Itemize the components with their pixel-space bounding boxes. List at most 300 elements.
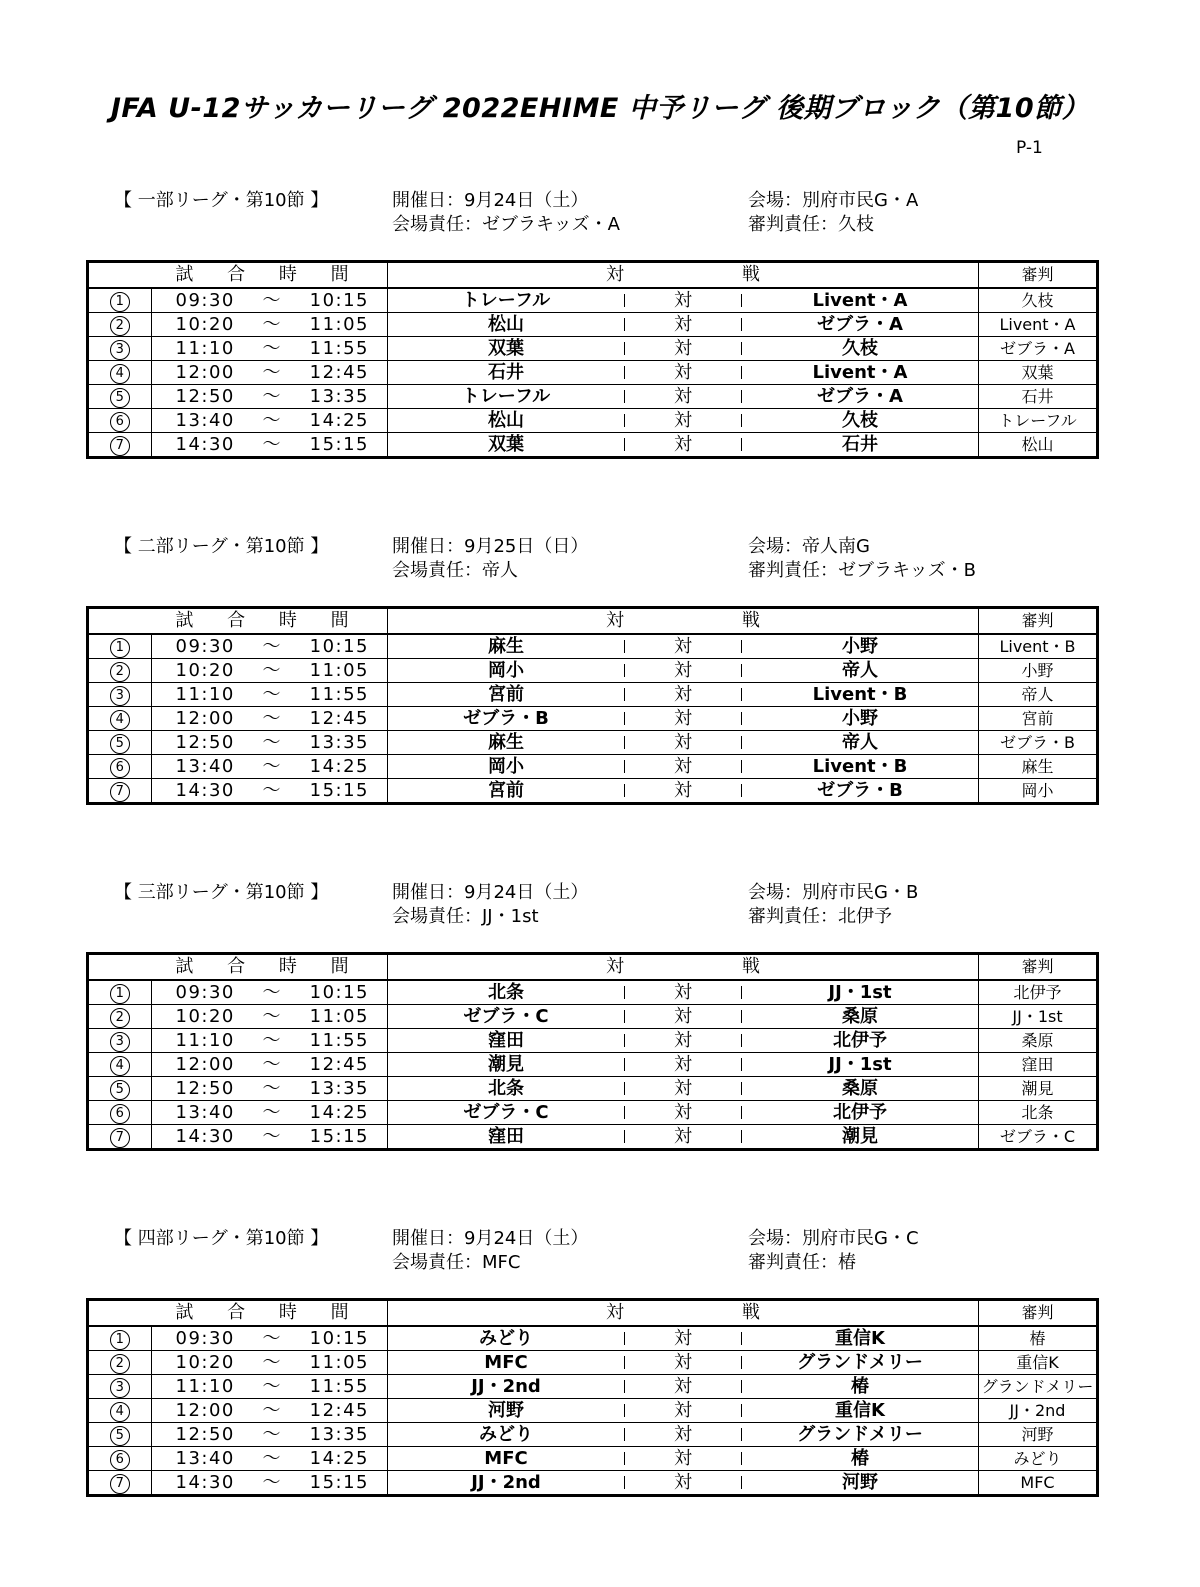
league-name: 【 四部リーグ・第10節 】 [114,1228,329,1249]
vs-label: 対 [674,683,692,705]
start-time: 13:40 [175,1447,235,1469]
table-row [88,433,1098,458]
match-number: 7 [88,433,152,458]
match-number: 4 [88,1053,152,1077]
vs-cell [624,1125,742,1150]
venue: 会場：帝人南G [748,536,870,557]
vs-cell [624,1351,742,1375]
referee-team: 久枝 [979,288,1098,313]
start-time: 12:50 [175,731,235,753]
end-time: 13:35 [309,385,369,407]
match-time [151,1399,388,1423]
end-time: 13:35 [309,1423,369,1445]
header-referee: 審判 [979,608,1098,635]
end-time: 11:05 [309,1351,369,1373]
match-number: 4 [88,361,152,385]
home-team: 窪田 [388,1125,625,1150]
home-team: 潮見 [388,1053,625,1077]
schedule-table [86,1298,1099,1497]
table-row [88,1375,1098,1399]
start-time: 09:30 [175,981,235,1003]
start-time: 13:40 [175,409,235,431]
match-number: 6 [88,755,152,779]
away-team: グランドメリー [742,1351,979,1375]
vs-cell [624,385,742,409]
match-number: 6 [88,409,152,433]
table-row [88,707,1098,731]
end-time: 11:05 [309,1005,369,1027]
away-team: 椿 [742,1447,979,1471]
away-team: ゼブラ・A [742,385,979,409]
tilde: ～ [262,313,282,335]
away-team: 帝人 [742,659,979,683]
match-date: 開催日：9月24日（土） [392,190,589,211]
vs-label: 対 [674,1471,692,1493]
home-team: 岡小 [388,659,625,683]
referee-team: 北伊予 [979,980,1098,1005]
table-row [88,288,1098,313]
start-time: 11:10 [175,337,235,359]
home-team: 松山 [388,313,625,337]
match-time [151,1375,388,1399]
start-time: 10:20 [175,313,235,335]
start-time: 10:20 [175,1351,235,1373]
away-team: 小野 [742,634,979,659]
end-time: 11:55 [309,683,369,705]
match-time [151,1029,388,1053]
header-vs: 対 [388,954,625,981]
vs-label: 対 [674,385,692,407]
vs-label: 対 [674,1375,692,1397]
referee-team: 石井 [979,385,1098,409]
tilde: ～ [262,433,282,455]
table-row [88,1053,1098,1077]
start-time: 09:30 [175,1327,235,1349]
referee-team: 双葉 [979,361,1098,385]
away-team: 帝人 [742,731,979,755]
away-team: Livent・A [742,288,979,313]
page-title: JFA U-12サッカーリーグ 2022EHIME 中予リーグ 後期ブロック（第10節） [110,93,1090,124]
home-team: トレーフル [388,288,625,313]
start-time: 12:50 [175,385,235,407]
vs-cell [624,1005,742,1029]
match-time [151,1005,388,1029]
referee-team: 潮見 [979,1077,1098,1101]
vs-label: 対 [674,779,692,801]
league-name: 【 三部リーグ・第10節 】 [114,882,329,903]
end-time: 14:25 [309,409,369,431]
vs-cell [624,779,742,804]
tilde: ～ [262,1327,282,1349]
vs-label: 対 [674,337,692,359]
start-time: 12:00 [175,361,235,383]
header-match: 戦 [742,262,979,289]
referee-team: 岡小 [979,779,1098,804]
match-number: 6 [88,1447,152,1471]
end-time: 12:45 [309,707,369,729]
schedule-table [86,260,1099,459]
match-time [151,659,388,683]
vs-cell [624,337,742,361]
away-team: 重信K [742,1399,979,1423]
home-team: JJ・2nd [388,1471,625,1496]
end-time: 14:25 [309,1101,369,1123]
home-team: MFC [388,1447,625,1471]
header-match: 戦 [742,1300,979,1327]
home-team: ゼブラ・C [388,1101,625,1125]
away-team: 久枝 [742,337,979,361]
vs-cell [624,361,742,385]
start-time: 12:00 [175,707,235,729]
away-team: 久枝 [742,409,979,433]
vs-cell [624,731,742,755]
match-time [151,361,388,385]
table-row [88,1423,1098,1447]
tilde: ～ [262,361,282,383]
start-time: 09:30 [175,635,235,657]
tilde: ～ [262,1423,282,1445]
home-team: 麻生 [388,634,625,659]
tilde: ～ [262,683,282,705]
table-row [88,313,1098,337]
start-time: 12:50 [175,1423,235,1445]
vs-cell [624,1101,742,1125]
away-team: 石井 [742,433,979,458]
tilde: ～ [262,385,282,407]
venue: 会場：別府市民G・C [748,1228,919,1249]
match-time [151,980,388,1005]
referee-team: 帝人 [979,683,1098,707]
vs-cell [624,1053,742,1077]
match-time [151,1423,388,1447]
tilde: ～ [262,1399,282,1421]
vs-label: 対 [674,659,692,681]
vs-cell [624,1447,742,1471]
end-time: 10:15 [309,635,369,657]
match-number: 7 [88,1125,152,1150]
match-time [151,1077,388,1101]
vs-label: 対 [674,409,692,431]
match-time [151,1447,388,1471]
referee-team: ゼブラ・B [979,731,1098,755]
vs-label: 対 [674,1053,692,1075]
header-vs: 対 [388,1300,625,1327]
start-time: 09:30 [175,289,235,311]
header-time: 試 合 時 間 [151,1300,388,1327]
referee-team: 桑原 [979,1029,1098,1053]
match-time [151,385,388,409]
vs-label: 対 [674,1399,692,1421]
vs-label: 対 [674,361,692,383]
away-team: 潮見 [742,1125,979,1150]
table-row [88,1399,1098,1423]
home-team: 石井 [388,361,625,385]
end-time: 11:55 [309,1029,369,1051]
match-number: 7 [88,1471,152,1496]
match-number: 1 [88,1326,152,1351]
tilde: ～ [262,1125,282,1147]
table-header-row [88,608,1098,635]
end-time: 15:15 [309,1471,369,1493]
referee-team: グランドメリー [979,1375,1098,1399]
match-number: 5 [88,385,152,409]
home-team: 麻生 [388,731,625,755]
end-time: 14:25 [309,755,369,777]
header-time: 試 合 時 間 [151,954,388,981]
end-time: 11:05 [309,313,369,335]
home-team: 宮前 [388,683,625,707]
match-number: 5 [88,731,152,755]
end-time: 15:15 [309,1125,369,1147]
vs-cell [624,433,742,458]
away-team: Livent・A [742,361,979,385]
header-vs: 対 [388,262,625,289]
end-time: 11:05 [309,659,369,681]
home-team: 双葉 [388,337,625,361]
match-number: 2 [88,313,152,337]
home-team: MFC [388,1351,625,1375]
table-row [88,1029,1098,1053]
vs-label: 対 [674,1423,692,1445]
vs-cell [624,634,742,659]
vs-cell [624,980,742,1005]
start-time: 11:10 [175,683,235,705]
referee-team: 北条 [979,1101,1098,1125]
start-time: 14:30 [175,1125,235,1147]
tilde: ～ [262,1101,282,1123]
end-time: 10:15 [309,981,369,1003]
referee-team: トレーフル [979,409,1098,433]
tilde: ～ [262,659,282,681]
away-team: 桑原 [742,1005,979,1029]
referee-team: 小野 [979,659,1098,683]
referee-team: みどり [979,1447,1098,1471]
end-time: 15:15 [309,779,369,801]
end-time: 14:25 [309,1447,369,1469]
vs-label: 対 [674,1005,692,1027]
match-time [151,779,388,804]
page-number: P-1 [1016,138,1043,158]
venue-manager: 会場責任：ゼブラキッズ・A [392,214,620,235]
home-team: 双葉 [388,433,625,458]
vs-cell [624,1077,742,1101]
vs-label: 対 [674,731,692,753]
table-row [88,1447,1098,1471]
home-team: 宮前 [388,779,625,804]
match-number: 1 [88,980,152,1005]
table-row [88,1125,1098,1150]
end-time: 11:55 [309,1375,369,1397]
vs-label: 対 [674,313,692,335]
match-number: 5 [88,1423,152,1447]
end-time: 12:45 [309,361,369,383]
vs-label: 対 [674,1351,692,1373]
vs-cell [624,1399,742,1423]
tilde: ～ [262,337,282,359]
tilde: ～ [262,731,282,753]
header-referee: 審判 [979,954,1098,981]
vs-label: 対 [674,707,692,729]
vs-cell [624,1375,742,1399]
vs-cell [624,288,742,313]
match-number: 4 [88,707,152,731]
vs-label: 対 [674,1327,692,1349]
match-time [151,409,388,433]
venue-manager: 会場責任：帝人 [392,560,518,581]
referee-team: Livent・B [979,634,1098,659]
home-team: みどり [388,1326,625,1351]
table-row [88,683,1098,707]
match-number: 5 [88,1077,152,1101]
match-time [151,1125,388,1150]
end-time: 13:35 [309,731,369,753]
vs-label: 対 [674,1077,692,1099]
start-time: 11:10 [175,1375,235,1397]
away-team: JJ・1st [742,1053,979,1077]
tilde: ～ [262,755,282,777]
start-time: 12:50 [175,1077,235,1099]
table-header-row [88,262,1098,289]
referee-team: ゼブラ・A [979,337,1098,361]
home-team: みどり [388,1423,625,1447]
away-team: 北伊予 [742,1101,979,1125]
vs-label: 対 [674,1125,692,1147]
referee-manager: 審判責任：ゼブラキッズ・B [748,560,976,581]
end-time: 10:15 [309,1327,369,1349]
start-time: 11:10 [175,1029,235,1051]
end-time: 10:15 [309,289,369,311]
header-vs: 対 [388,608,625,635]
tilde: ～ [262,1351,282,1373]
home-team: 松山 [388,409,625,433]
vs-label: 対 [674,981,692,1003]
match-time [151,1053,388,1077]
away-team: ゼブラ・B [742,779,979,804]
match-time [151,731,388,755]
referee-team: 窪田 [979,1053,1098,1077]
home-team: 河野 [388,1399,625,1423]
vs-cell [624,1471,742,1496]
away-team: 河野 [742,1471,979,1496]
match-time [151,683,388,707]
vs-cell [624,707,742,731]
table-header-row [88,954,1098,981]
referee-team: ゼブラ・C [979,1125,1098,1150]
start-time: 13:40 [175,755,235,777]
vs-cell [624,313,742,337]
away-team: 小野 [742,707,979,731]
tilde: ～ [262,1053,282,1075]
away-team: ゼブラ・A [742,313,979,337]
vs-cell [624,409,742,433]
start-time: 14:30 [175,779,235,801]
tilde: ～ [262,409,282,431]
header-time: 試 合 時 間 [151,608,388,635]
tilde: ～ [262,1005,282,1027]
vs-label: 対 [674,1447,692,1469]
start-time: 14:30 [175,1471,235,1493]
end-time: 15:15 [309,433,369,455]
header-match: 戦 [742,608,979,635]
end-time: 13:35 [309,1077,369,1099]
tilde: ～ [262,1029,282,1051]
tilde: ～ [262,635,282,657]
match-time [151,755,388,779]
match-number: 3 [88,1375,152,1399]
header-referee: 審判 [979,262,1098,289]
home-team: JJ・2nd [388,1375,625,1399]
referee-team: Livent・A [979,313,1098,337]
match-number: 3 [88,337,152,361]
match-number: 1 [88,634,152,659]
venue: 会場：別府市民G・A [748,190,919,211]
header-referee: 審判 [979,1300,1098,1327]
match-time [151,1101,388,1125]
referee-team: 椿 [979,1326,1098,1351]
table-header-row [88,1300,1098,1327]
vs-cell [624,1029,742,1053]
table-row [88,385,1098,409]
away-team: グランドメリー [742,1423,979,1447]
match-number: 2 [88,1005,152,1029]
tilde: ～ [262,1375,282,1397]
end-time: 11:55 [309,337,369,359]
venue-manager: 会場責任：MFC [392,1252,521,1273]
match-time [151,634,388,659]
match-number: 3 [88,683,152,707]
vs-cell [624,1326,742,1351]
league-name: 【 二部リーグ・第10節 】 [114,536,329,557]
referee-team: JJ・2nd [979,1399,1098,1423]
table-row [88,1351,1098,1375]
away-team: Livent・B [742,683,979,707]
home-team: 窪田 [388,1029,625,1053]
tilde: ～ [262,1471,282,1493]
away-team: Livent・B [742,755,979,779]
table-row [88,337,1098,361]
league-name: 【 一部リーグ・第10節 】 [114,190,329,211]
vs-label: 対 [674,755,692,777]
table-row [88,634,1098,659]
match-number: 7 [88,779,152,804]
vs-label: 対 [674,1101,692,1123]
away-team: 北伊予 [742,1029,979,1053]
match-time [151,1471,388,1496]
vs-label: 対 [674,289,692,311]
match-date: 開催日：9月24日（土） [392,882,589,903]
tilde: ～ [262,707,282,729]
match-number: 6 [88,1101,152,1125]
match-time [151,707,388,731]
schedule-table [86,606,1099,805]
match-date: 開催日：9月25日（日） [392,536,589,557]
start-time: 10:20 [175,1005,235,1027]
tilde: ～ [262,779,282,801]
start-time: 12:00 [175,1053,235,1075]
tilde: ～ [262,1077,282,1099]
table-row [88,980,1098,1005]
away-team: 重信K [742,1326,979,1351]
match-time [151,337,388,361]
referee-team: JJ・1st [979,1005,1098,1029]
table-row [88,1471,1098,1496]
match-number: 1 [88,288,152,313]
vs-cell [624,755,742,779]
away-team: 椿 [742,1375,979,1399]
match-time [151,1326,388,1351]
table-row [88,731,1098,755]
home-team: 岡小 [388,755,625,779]
